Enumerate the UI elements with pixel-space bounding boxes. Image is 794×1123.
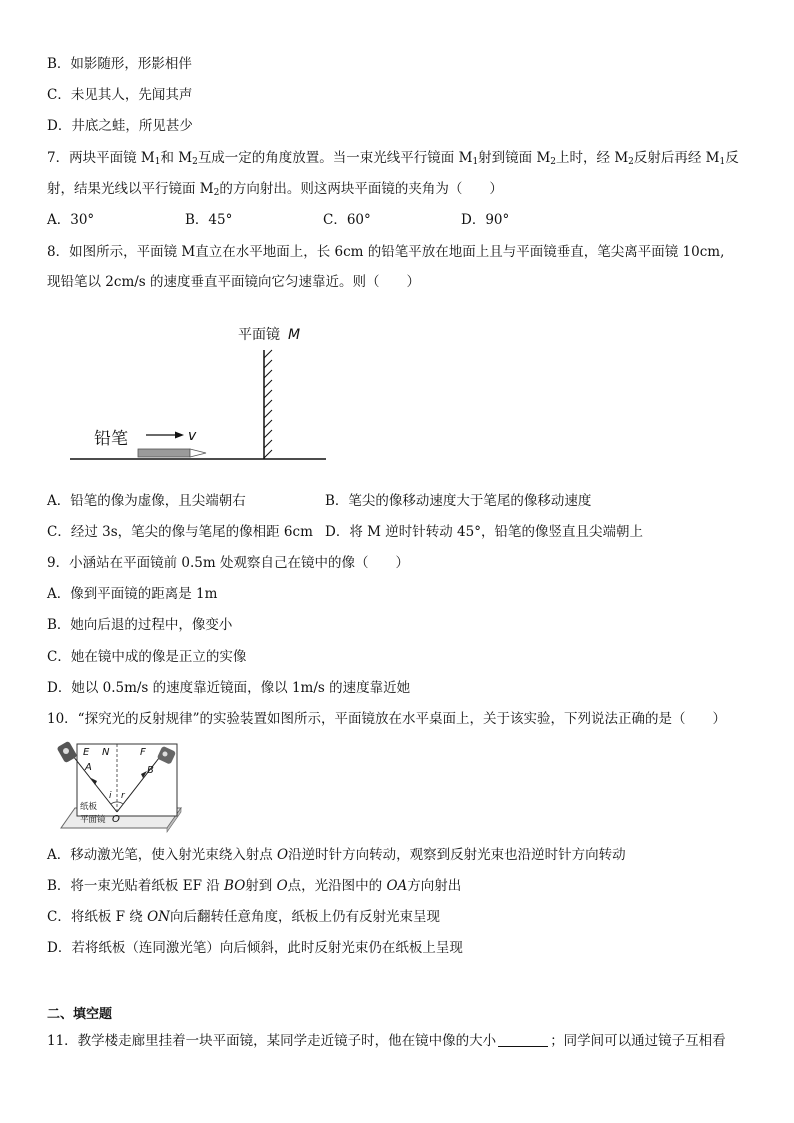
q9-option-a: A．像到平面镜的距离是 1m xyxy=(47,586,218,602)
label-e: E xyxy=(83,747,90,758)
q7-option-d: D．90° xyxy=(461,212,510,228)
q8-option-d: D．将 M 逆时针转动 45°，铅笔的像竖直且尖端朝上 xyxy=(325,524,643,540)
label-o: O xyxy=(112,814,120,825)
q10-option-d: D．若将纸板（连同激光笔）向后倾斜，此时反射光束仍在纸板上呈现 xyxy=(47,940,463,956)
q9-option-d: D．她以 0.5m/s 的速度靠近镜面，像以 1m/s 的速度靠近她 xyxy=(47,680,411,696)
pencil-label: 铅笔 xyxy=(94,429,128,449)
arrowhead-icon xyxy=(175,432,184,439)
label-b: B xyxy=(147,765,154,776)
q9-option-c: C．她在镜中成的像是正立的实像 xyxy=(47,649,247,665)
label-r: r xyxy=(121,791,125,801)
q7-stem-line2: 射，结果光线以平行镜面 $M_2$的方向射出。则这两块平面镜的夹角为（ ） xyxy=(47,181,503,198)
q10-option-a: A．移动激光笔，使入射光束绕入射点 O沿逆时针方向转动，观察到反射光束也沿逆时针方向转动 xyxy=(47,847,626,863)
velocity-label: v xyxy=(188,428,197,444)
pencil-body xyxy=(138,449,190,457)
q8-option-c: C．经过 3s，笔尖的像与笔尾的像相距 6cm xyxy=(47,524,313,540)
mirror-hatching xyxy=(264,350,272,458)
q8-stem-line2: 现铅笔以 2cm/s 的速度垂直平面镜向它匀速靠近。则（ ） xyxy=(47,274,421,290)
label-f: F xyxy=(140,747,146,758)
q10-stem: 10．“探究光的反射规律”的实验装置如图所示，平面镜放在水平桌面上，关于该实验，下列说法正确的是（ ） xyxy=(47,711,726,727)
q7-option-b: B．45° xyxy=(185,212,233,228)
q9-stem: 9．小涵站在平面镜前 0.5m 处观察自己在镜中的像（ ） xyxy=(47,555,409,571)
q6-option-d: D．井底之蛙，所见甚少 xyxy=(47,118,193,134)
label-paper-board: 纸板 xyxy=(80,802,98,812)
mirror-label: 平面镜 xyxy=(238,327,280,343)
mirror-label-m: M xyxy=(288,327,301,343)
q7-stem-line1: 7．两块平面镜 $M_1$和 $M_2$互成一定的角度放置。当一束光线平行镜面 $M_1$射到镜面 $M_2$上时，经 $M_2$反射后再经 $M_1$反 xyxy=(47,150,739,167)
section-title-fill-in: 二、填空题 xyxy=(47,1007,113,1022)
q8-option-a: A．铅笔的像为虚像，且尖端朝右 xyxy=(47,493,246,509)
q10-reflection-apparatus-figure xyxy=(55,740,190,835)
answer-blank[interactable] xyxy=(498,1033,548,1047)
q8-option-b: B．笔尖的像移动速度大于笔尾的像移动速度 xyxy=(325,493,592,509)
q9-option-b: B．她向后退的过程中，像变小 xyxy=(47,617,233,633)
label-i: i xyxy=(109,791,112,801)
label-plane-mirror: 平面镜 xyxy=(80,815,106,825)
q6-option-c: C．未见其人，先闻其声 xyxy=(47,87,193,103)
pencil-tip xyxy=(190,449,206,457)
q10-option-c: C．将纸板 F 绕 ON向后翻转任意角度，纸板上仍有反射光束呈现 xyxy=(47,909,440,925)
q10-option-b: B．将一束光贴着纸板 EF 沿 BO射到 O点，光沿图中的 OA方向射出 xyxy=(47,878,462,894)
label-a: A xyxy=(85,762,92,773)
q7-option-c: C．60° xyxy=(323,212,371,228)
label-n: N xyxy=(102,747,110,758)
q6-option-b: B．如影随形，形影相伴 xyxy=(47,56,192,72)
q8-mirror-pencil-figure xyxy=(60,318,340,468)
q8-stem-line1: 8．如图所示，平面镜 M直立在水平地面上，长 6cm 的铅笔平放在地面上且与平面镜垂直，笔尖离平面镜 10cm, xyxy=(47,244,725,260)
q11-stem-line1: 11．教学楼走廊里挂着一块平面镜，某同学走近镜子时，他在镜中像的大小 ；同学间可以通过镜子互相看 xyxy=(47,1033,726,1049)
q7-option-a: A．30° xyxy=(47,212,95,228)
laser-pen-icon xyxy=(56,741,77,764)
